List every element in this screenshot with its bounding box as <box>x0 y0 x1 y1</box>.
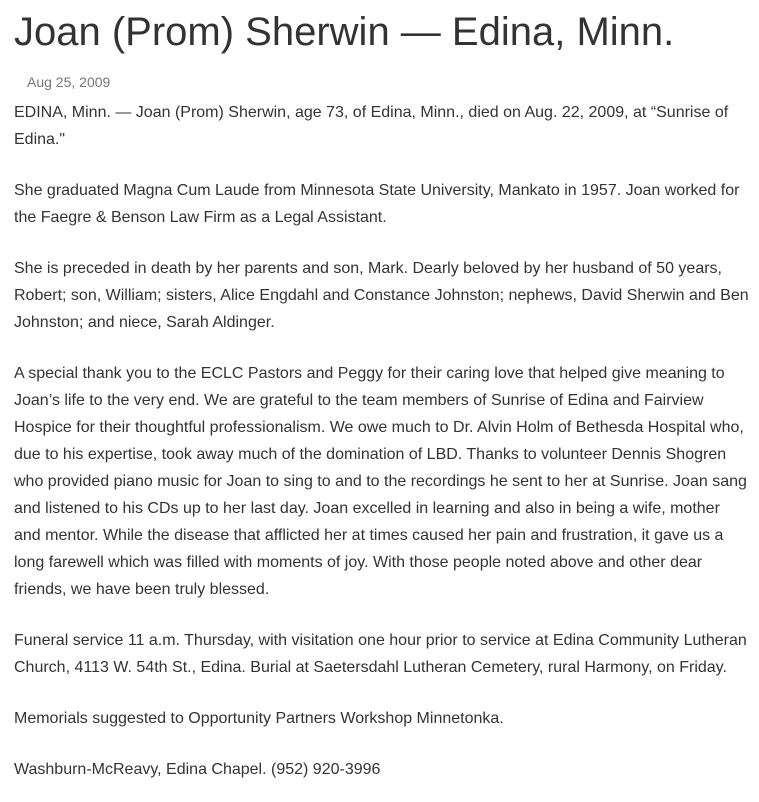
article <box>0 8 749 783</box>
paragraph-thanks: A special thank you to the ECLC Pastors and Peggy for their caring love that helped give meaning to Joan’s life to the very end. We are grateful to the team members of Sunrise of Edina and Fairview Hospice for their thoughtful professionalism. We owe much to Dr. Alvin Holm of Bethesda Hospital who, due to his expertise, took away much of the domination of LBD. Thanks to volunteer Dennis Shogren who provided piano music for Joan to sing to and to the recordings he sent to her at Sunrise. Joan sang and listened to his CDs up to her last day. Joan excelled in learning and also in being a wife, mother and mentor. While the disease that afflicted her at times caused her pain and frustration, it gave us a long farewell which was filled with moments of joy. With those people noted above and other dear friends, we have been truly blessed. <box>14 365 747 598</box>
paragraph-memorials: Memorials suggested to Opportunity Partners Workshop Minnetonka. <box>14 710 504 727</box>
paragraph-family: She is preceded in death by her parents and son, Mark. Dearly beloved by her husband of 50 years, Robert; son, William; sisters, Alice Engdahl and Constance Johnston; nephews, David Sherwin and Ben Johnston; and niece, Sarah Aldinger. <box>14 260 749 331</box>
paragraph-funeral: Funeral service 11 a.m. Thursday, with visitation one hour prior to service at Edina Community Lutheran Church, 4113 W. 54th St., Edina. Burial at Saetersdahl Lutheran Cemetery, rural Harmony, on Friday. <box>14 632 747 676</box>
article-date: Aug 25, 2009 <box>27 74 111 90</box>
paragraph-funeral-home: Washburn-McReavy, Edina Chapel. (952) 920-3996 <box>14 761 381 778</box>
paragraph-death-notice: EDINA, Minn. — Joan (Prom) Sherwin, age 73, of Edina, Minn., died on Aug. 22, 2009, at “Sunrise of Edina." <box>14 104 729 148</box>
article-title: Joan (Prom) Sherwin — Edina, Minn. <box>14 10 675 54</box>
paragraph-education: She graduated Magna Cum Laude from Minnesota State University, Mankato in 1957. Joan worked for the Faegre & Benson Law Firm as a Legal Assistant. <box>14 182 740 226</box>
article-body <box>14 99 749 783</box>
